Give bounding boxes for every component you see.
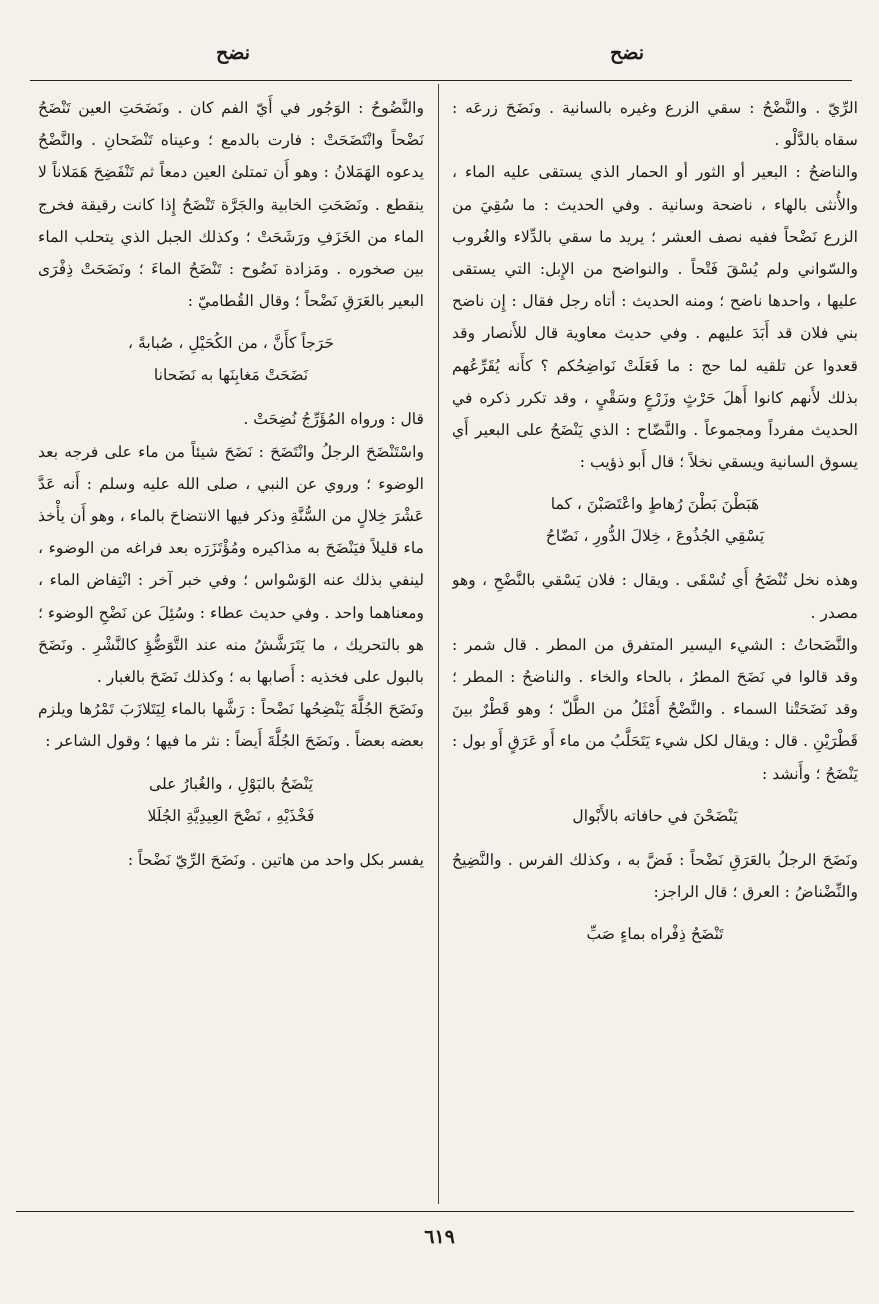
left-paragraph-4: ونَضَحَ الجُلَّةَ يَنْضِحُها نَضْحاً : رَشَّها بالماء لِيَتَلازَبَ تَمْرُها ويلزم بعضه بعضاً . ونَضَحَ الجُلَّةَ أَيضاً : نثر ما فيها ؛ وقول الشاعر :	[38, 700, 424, 751]
left-column	[38, 92, 424, 1204]
left-paragraph-5: يفسر بكل واحد من هاتين . ونَضَحَ الرِّيّ نَضْحاً :	[127, 850, 424, 869]
right-paragraph-2: والناضحُ : البعير أو الثور أو الحمار الذي يستقى عليه الماء ، والأُنثى بالهاء ، ناضحة وسانية . وفي الحديث : ما سُقِيَ من الزرع نَضْحاً ففيه نصف العشر ؛ يريد ما سقي بالدِّلاء والغُروب والسّواني ولم يُسْقَ فَتْحاً . والنواضح من الإِبل: التي يستقى عليها ، واحدها ناضح ؛ ومنه الحديث : أتاه رجل فقال : إِن ناضح بني فلان قد أَبَدَ عليهم . وفي حديث معاوية قال للأَنصار وقد قعدوا عن تلقيه لما حج : ما فَعَلَتْ نَواضِحُكم ؟ كأَنه يُقَرِّعُهم بذلك لأَنهم كانوا أَهلَ حَرْثٍ وزَرْعٍ وسَقْيٍ ، وقد تكرر ذكره في الحديث مفرداً ومجموعاً . والنَّضّاح : الذي يَنْضَحُ على البعير أَي يسوق السانية ويسقي نخلاً ؛ قال أَبو ذؤيب :	[452, 163, 858, 472]
right-verse-3-line: تَنْضَحُ ذِفْراه بماءٍ صَبِّ	[586, 925, 724, 944]
left-verse-1-line-2: نَضَحَتْ مَغابِنَها به نَضَحانا	[153, 366, 309, 385]
left-paragraph-2: قال : ورواه المُؤَرِّجُ نُضِحَتْ .	[243, 410, 424, 429]
right-paragraph-1: الرِّيّ . والنَّضْحُ : سقي الزرع وغيره بالسانية . ونَضَحَ زرعَه : سقاه بالدَّلْو .	[452, 99, 858, 150]
right-verse-2-line: يَنْضَحْنَ في حافاته بالأَبْوال	[572, 806, 738, 825]
right-verse-2	[452, 800, 858, 832]
right-column	[452, 92, 858, 1204]
header-word-right: نضح	[610, 42, 645, 64]
header-word-left: نضح	[216, 42, 251, 64]
left-paragraph-3: واسْتَنْضَحَ الرجلُ وانْتَضَحَ : نَضَحَ شيئاً من ماء على فرجه بعد الوضوء ؛ وروي عن النبي ، صلى الله عليه وسلم : أَنه عَدَّ عَشْرَ خِلالٍ من السُّنَّةِ وذكر فيها الانتضاحَ بالماء ، وهو أَن يأْخذ ماء قليلاً فيَنْضَحَ به مذاكيره ومُؤْتَزَرَه بعد فراغه من الوضوء ، لينفي بذلك عنه الوَسْواس ؛ وفي خبر آخر : انْتِفاض الماء ، ومعناهما واحد . وفي حديث عطاء : وسُئِلَ عن نَضْحِ الوضوء ؛ هو بالتحريك ، ما يَتَرَشَّشُ منه عند التَّوَضُّؤِ كالنَّشْرِ . ونَضَحَ بالبول على فخذيه : أَصابها به ؛ وكذلك نَضَحَ بالغبار .	[38, 442, 424, 687]
page-number: ٦١٩	[424, 1226, 455, 1248]
right-verse-3	[452, 918, 858, 950]
right-paragraph-3: وهذه نخل تُنْضَحُ أَي تُسْقَى . ويقال : فلان يَسْقي بالنَّضْحِ ، وهو مصدر .	[452, 571, 858, 622]
top-rule	[30, 80, 852, 81]
right-verse-1-line-1: هَبَطْنَ بَطْنَ رُهاطٍ واعْتَصَبْنَ ، كما	[550, 495, 760, 514]
column-divider	[438, 84, 439, 1204]
right-verse-1	[452, 488, 858, 552]
left-paragraph-1: والنَّضُوحُ : الوَجُور في أَيّ الفم كان . ونَضَحَتِ العين تَنْضَحُ نَضْحاً وانْتَضَحَتْ : فارت بالدمع ؛ وعيناه تَنْضَحانِ . والنَّضْحُ يدعوه الهَمَلانُ : وهو أَن تمتلئ العين دمعاً ثم تَنْفَضِحَ هَمَلاناً لا ينقطع . ونَضَحَتِ الخابية والجَرَّة تَنْضَحُ إِذا كانت رقيقة فخرج الماء من الخَزَفِ ورَشَحَتْ ؛ وكذلك الجبل الذي يتحلب الماء بين صخوره . ومَزادة نَضُوح : تَنْضَحُ الماءَ ؛ ونَضَحَتْ ذِفْرَى البعير بالعَرَقِ نَضْحاً ؛ وقال القُطاميّ :	[38, 99, 424, 311]
right-verse-1-line-2: يَسْقِي الجُذُوعَ ، خِلالَ الدُّورِ ، نَضّاحُ	[545, 527, 765, 546]
left-verse-1	[38, 327, 424, 391]
left-verse-2	[38, 768, 424, 832]
right-paragraph-4: والنَّضَحاتُ : الشيء اليسير المتفرق من المطر . قال شمر : وقد قالوا في نَضَحَ المطرُ ، بالحاء والخاء . والناضحُ : المطر ؛ وقد نَضَحَتْنا السماء . والنَّضْحُ أَمْثَلُ من الطَّلّ ؛ وهو قَطْرٌ بينَ قَطْرَيْنِ . قال : ويقال لكل شيء يَتَحَلَّبُ من ماء أَو عَرَقٍ أَو بول : يَنْضَحُ ؛ وأَنشد :	[452, 635, 858, 783]
left-verse-2-line-2: فَخْذَيْهِ ، نَضْحَ العِيدِيَّةِ الجُلَلا	[147, 806, 315, 825]
right-paragraph-5: ونَضَحَ الرجلُ بالعَرَقِ نَضْحاً : فَضَّ به ، وكذلك الفرس . والنَّضِيحُ والنِّضْناضُ : العرق ؛ قال الراجز:	[452, 850, 858, 902]
left-verse-1-line-1: حَرَجاً كأَنَّ ، من الكُحَيْلِ ، صُبابةً ،	[128, 334, 334, 353]
bottom-rule	[16, 1211, 854, 1212]
left-verse-2-line-1: يَنْضَحُ بالبَوْلِ ، والغُبارُ على	[148, 774, 314, 793]
